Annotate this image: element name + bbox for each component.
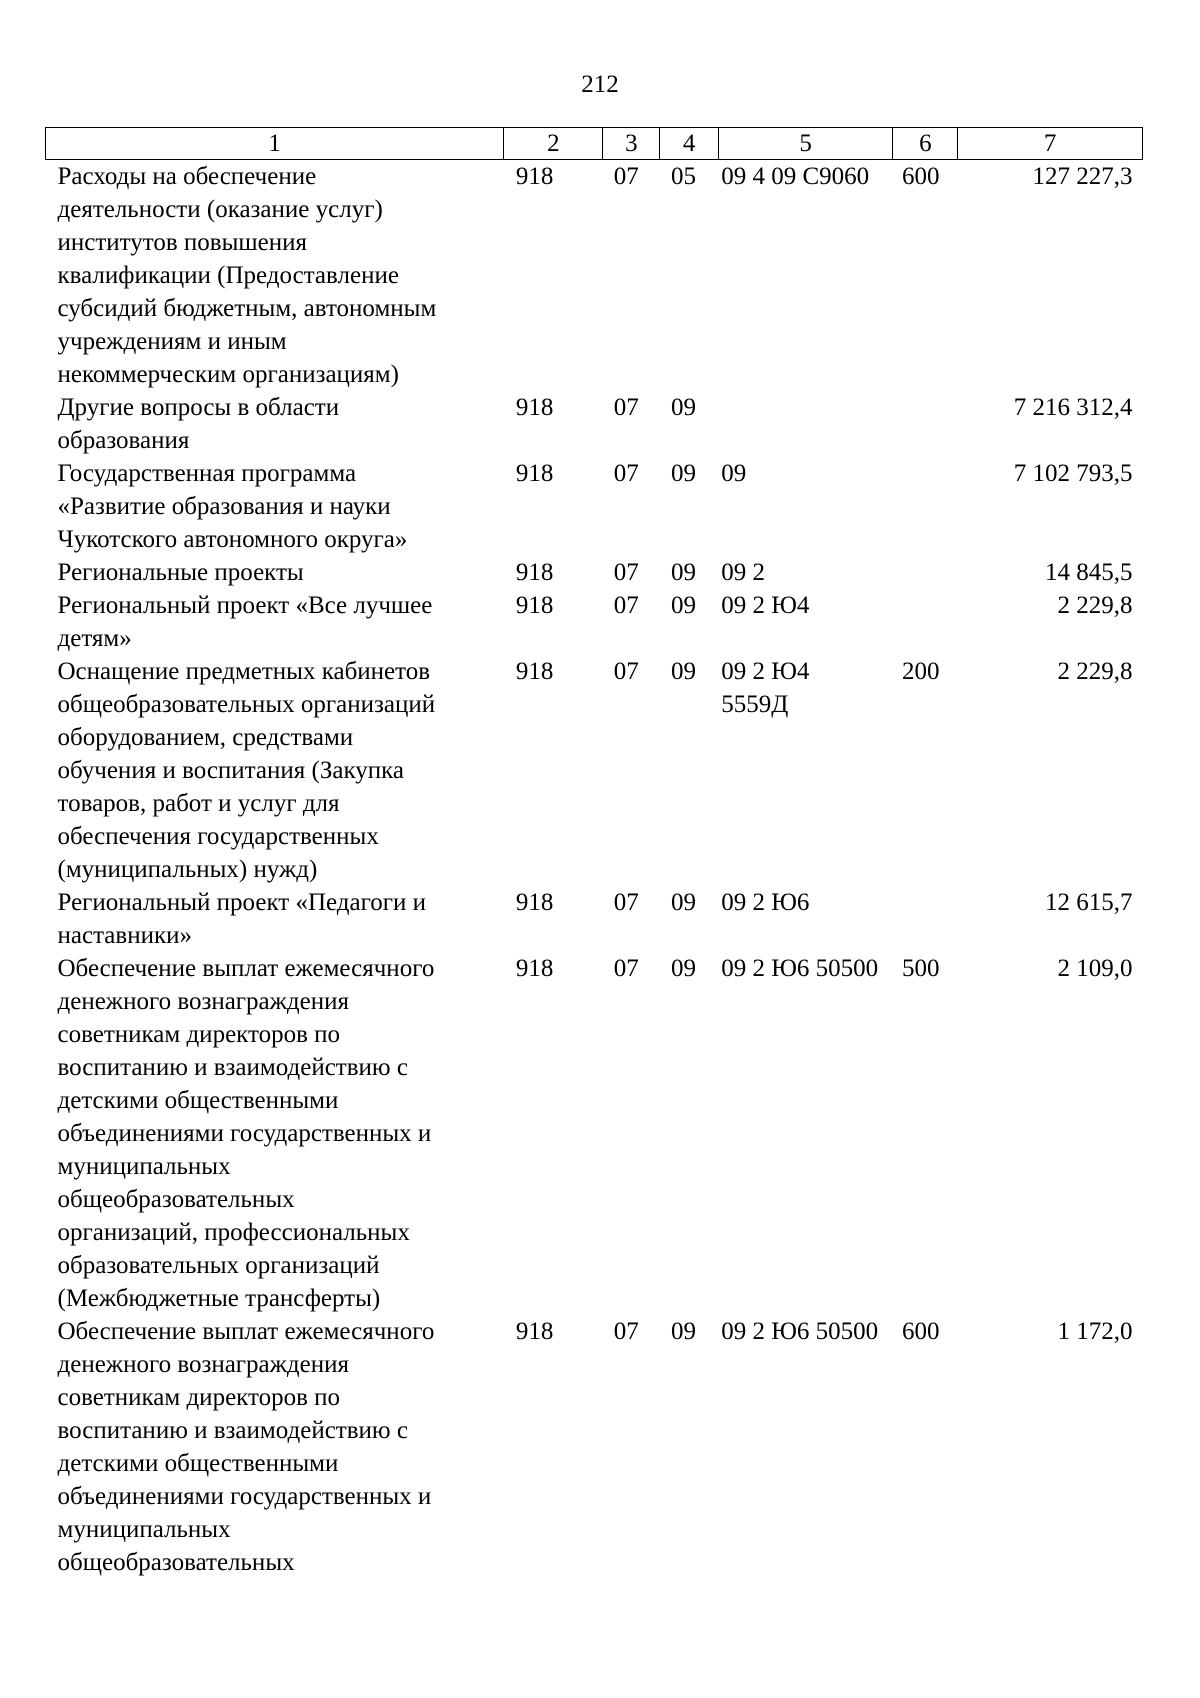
- description-line: муниципальных: [57, 1516, 231, 1543]
- table-row: [46, 1315, 1143, 1579]
- description-line: детскими общественными: [57, 1450, 339, 1477]
- expense-type-code: [893, 886, 958, 952]
- description-line: воспитанию и взаимодействию с: [57, 1054, 408, 1081]
- target-code: 09 2 Ю6 50500: [721, 955, 879, 982]
- amount: 2 229,8: [1057, 658, 1133, 685]
- section-code: 07: [613, 460, 639, 487]
- section-code: 07: [613, 889, 639, 916]
- expense-type-code: [893, 589, 958, 655]
- section-code: 07: [613, 955, 639, 982]
- expense-type-code: [893, 391, 958, 457]
- description-line: Региональный проект «Все лучшее: [57, 592, 433, 619]
- description-line: Чукотского автономного округа»: [57, 526, 408, 553]
- subsection-code: 09: [670, 592, 696, 619]
- description-line: советникам директоров по: [57, 1021, 341, 1048]
- description-line: общеобразовательных: [57, 1186, 295, 1213]
- description-line: муниципальных: [57, 1153, 231, 1180]
- description-line: «Развитие образования и науки: [57, 493, 391, 520]
- subsection-code: 09: [670, 559, 696, 586]
- amount: 2 229,8: [1057, 592, 1133, 619]
- expense-type-code: [893, 457, 958, 556]
- row-description: [46, 589, 504, 655]
- description-line: обеспечения государственных: [57, 823, 379, 850]
- description-line: оборудованием, средствами: [57, 724, 354, 751]
- grbs-code: 918: [515, 163, 554, 190]
- grbs-code: 918: [515, 955, 554, 982]
- description-line: образования: [57, 427, 190, 454]
- subsection-code: 09: [670, 955, 696, 982]
- description-line: Региональный проект «Педагоги и: [57, 889, 426, 916]
- description-line: Расходы на обеспечение: [57, 163, 317, 190]
- amount: 2 109,0: [1057, 955, 1133, 982]
- amount: 7 102 793,5: [1013, 460, 1133, 487]
- description-line: (муниципальных) нужд): [57, 856, 318, 883]
- table-row: [46, 589, 1143, 655]
- column-header-1: 1: [46, 128, 504, 160]
- expense-type-code: 600: [901, 163, 940, 190]
- description-line: денежного вознаграждения: [57, 1351, 350, 1378]
- header-row: [46, 128, 1143, 160]
- amount: 1 172,0: [1057, 1318, 1133, 1345]
- row-description: [46, 952, 504, 1315]
- row-description: [46, 457, 504, 556]
- column-header-7: 7: [958, 128, 1143, 160]
- description-line: институтов повышения: [57, 229, 307, 256]
- description-line: (Межбюджетные трансферты): [57, 1285, 381, 1312]
- column-header-4: 4: [660, 128, 718, 160]
- target-code: [718, 391, 893, 457]
- description-line: образовательных организаций: [57, 1252, 380, 1279]
- table-row: [46, 886, 1143, 952]
- description-line: квалификации (Предоставление: [57, 262, 399, 289]
- section-code: 07: [613, 592, 639, 619]
- target-code: [718, 655, 893, 886]
- description-line: учреждениям и иным: [57, 328, 287, 355]
- grbs-code: 918: [515, 559, 554, 586]
- grbs-code: 918: [515, 592, 554, 619]
- expense-type-code: 600: [901, 1318, 940, 1345]
- amount: 14 845,5: [1045, 559, 1133, 586]
- table-body: [46, 160, 1143, 1580]
- row-description: [46, 655, 504, 886]
- section-code: 07: [613, 1318, 639, 1345]
- description-line: общеобразовательных: [57, 1549, 295, 1576]
- description-line: деятельности (оказание услуг): [57, 196, 383, 223]
- column-header-5: 5: [718, 128, 893, 160]
- subsection-code: 09: [670, 658, 696, 685]
- row-description: [46, 1315, 504, 1579]
- subsection-code: 05: [670, 163, 696, 190]
- page-number: 212: [581, 71, 619, 98]
- row-description: [46, 391, 504, 457]
- section-code: 07: [613, 394, 639, 421]
- description-line: воспитанию и взаимодействию с: [57, 1417, 408, 1444]
- section-code: 07: [613, 559, 639, 586]
- subsection-code: 09: [670, 889, 696, 916]
- description-line: детям»: [57, 625, 132, 652]
- description-line: обучения и воспитания (Закупка: [57, 757, 404, 784]
- description-line: денежного вознаграждения: [57, 988, 350, 1015]
- target-code: 09 4 09 С9060: [721, 163, 870, 190]
- column-header-2: 2: [504, 128, 603, 160]
- amount: 127 227,3: [1032, 163, 1133, 190]
- section-code: 07: [613, 163, 639, 190]
- table-row: [46, 457, 1143, 556]
- target-code: 09 2 Ю6 50500: [721, 1318, 879, 1345]
- amount: 7 216 312,4: [1013, 394, 1133, 421]
- description-line: Другие вопросы в области: [57, 394, 340, 421]
- row-description: [46, 886, 504, 952]
- description-line: общеобразовательных организаций: [57, 691, 436, 718]
- description-line: наставники»: [57, 922, 192, 949]
- amount: 12 615,7: [1045, 889, 1133, 916]
- row-description: [46, 160, 504, 392]
- description-line: объединениями государственных и: [57, 1120, 432, 1147]
- grbs-code: 918: [515, 1318, 554, 1345]
- budget-table: [45, 127, 1143, 1579]
- description-line: объединениями государственных и: [57, 1483, 432, 1510]
- description-line: Обеспечение выплат ежемесячного: [57, 955, 435, 982]
- expense-type-code: [893, 556, 958, 589]
- table-row: [46, 655, 1143, 886]
- target-code: 09 2: [721, 559, 765, 586]
- subsection-code: 09: [670, 460, 696, 487]
- section-code: 07: [613, 658, 639, 685]
- description-line: Региональные проекты: [57, 559, 304, 586]
- column-header-6: 6: [893, 128, 958, 160]
- grbs-code: 918: [515, 394, 554, 421]
- description-line: субсидий бюджетным, автономным: [57, 295, 437, 322]
- description-line: Обеспечение выплат ежемесячного: [57, 1318, 435, 1345]
- table-row: [46, 160, 1143, 392]
- description-line: организаций, профессиональных: [57, 1219, 410, 1246]
- row-description: [46, 556, 504, 589]
- column-header-3: 3: [603, 128, 660, 160]
- description-line: Государственная программа: [57, 460, 357, 487]
- description-line: товаров, работ и услуг для: [57, 790, 340, 817]
- description-line: детскими общественными: [57, 1087, 339, 1114]
- table-row: [46, 391, 1143, 457]
- target-code: 09: [721, 460, 747, 487]
- target-code: 09 2 Ю6: [721, 889, 810, 916]
- subsection-code: 09: [670, 1318, 696, 1345]
- expense-type-code: 500: [901, 955, 940, 982]
- description-line: Оснащение предметных кабинетов: [57, 658, 431, 685]
- grbs-code: 918: [515, 460, 554, 487]
- target-code-line: 5559Д: [721, 691, 789, 718]
- table-row: [46, 556, 1143, 589]
- description-line: некоммерческим организациям): [57, 361, 399, 388]
- grbs-code: 918: [515, 658, 554, 685]
- description-line: советникам директоров по: [57, 1384, 341, 1411]
- table-row: [46, 952, 1143, 1315]
- expense-type-code: 200: [901, 658, 940, 685]
- subsection-code: 09: [670, 394, 696, 421]
- target-code-line: 09 2 Ю4: [721, 658, 810, 685]
- grbs-code: 918: [515, 889, 554, 916]
- target-code: 09 2 Ю4: [721, 592, 810, 619]
